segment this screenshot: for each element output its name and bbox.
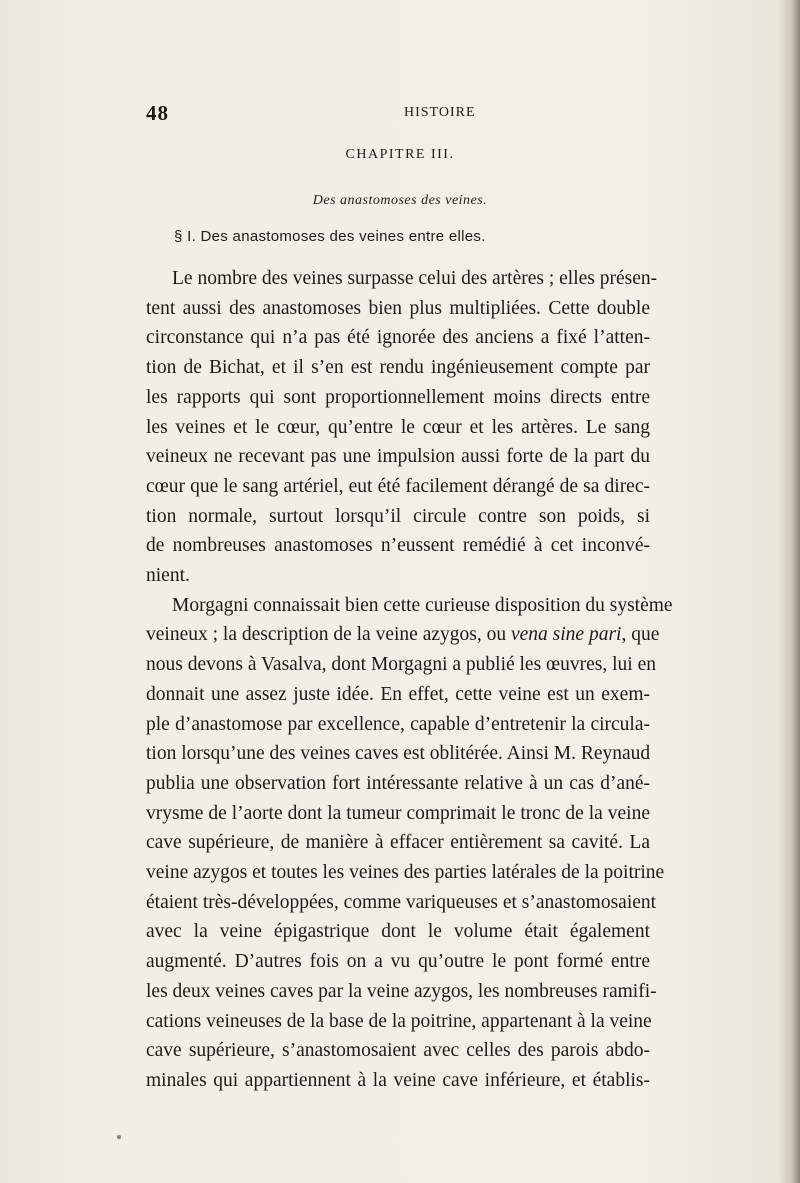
text-line: tion de Bichat, et il s’en est rendu ingénieusement compte par xyxy=(146,357,650,379)
running-title: HISTOIRE xyxy=(404,105,476,120)
page-number: 48 xyxy=(146,101,169,125)
body-text xyxy=(146,264,673,1096)
text-line: les deux veines caves par la veine azygos, les nombreuses ramifi- xyxy=(146,980,657,1002)
text-line: veine azygos et toutes les veines des parties latérales de la poitrine xyxy=(146,862,665,884)
text-line-with-italic xyxy=(146,620,660,650)
paragraph-1 xyxy=(146,264,658,591)
text-line: nient. xyxy=(146,565,190,587)
paper-speck xyxy=(117,1135,121,1139)
text-line: augmenté. D’autres fois on a vu qu’outre le pont formé entre xyxy=(146,951,650,973)
paragraph-2 xyxy=(146,591,673,1096)
text-segment: , que xyxy=(621,624,660,646)
text-line: de nombreuses anastomoses n’eussent remédié à cet inconvé- xyxy=(146,535,650,557)
text-line: avec la veine épigastrique dont le volume était également xyxy=(146,921,650,943)
text-line: cations veineuses de la base de la poitrine, appartenant à la veine xyxy=(146,1010,652,1032)
text-line: Morgagni connaissait bien cette curieuse disposition du système xyxy=(172,594,673,616)
text-line: vrysme de l’aorte dont la tumeur comprimait le tronc de la veine xyxy=(146,802,650,824)
section-heading: § I. Des anastomoses des veines entre elles. xyxy=(174,228,486,245)
text-line: circonstance qui n’a pas été ignorée des anciens a fixé l’atten- xyxy=(146,327,650,349)
italic-latin-phrase: vena sine pari xyxy=(510,624,622,646)
text-line: Le nombre des veines surpasse celui des artères ; elles présen- xyxy=(172,268,658,289)
text-line: ple d’anastomose par excellence, capable d’entretenir la circula- xyxy=(146,713,650,735)
text-line: les rapports qui sont proportionnellement moins directs entre xyxy=(146,386,650,408)
chapter-subtitle: Des anastomoses des veines. xyxy=(312,193,488,208)
text-line: les veines et le cœur, qu’entre le cœur et les artères. Le sang xyxy=(146,416,650,438)
text-line: cœur que le sang artériel, eut été facilement dérangé de sa direc- xyxy=(146,475,650,497)
text-line: nous devons à Vasalva, dont Morgagni a publié les œuvres, lui en xyxy=(146,654,656,676)
running-header xyxy=(146,101,646,125)
text-line: veineux ne recevant pas une impulsion aussi forte de la part du xyxy=(146,446,650,468)
text-line: cave supérieure, de manière à effacer entièrement sa cavité. La xyxy=(146,832,650,854)
text-line: tion normale, surtout lorsqu’il circule contre son poids, si xyxy=(146,505,650,527)
text-line: tent aussi des anastomoses bien plus multipliées. Cette double xyxy=(146,297,650,319)
text-line: donnait une assez juste idée. En effet, cette veine est un exem- xyxy=(146,683,650,705)
text-line: publia une observation fort intéressante relative à un cas d’ané- xyxy=(146,772,650,794)
text-segment: veineux ; la description de la veine azygos, ou xyxy=(146,624,507,646)
text-line: cave supérieure, s’anastomosaient avec celles des parois abdo- xyxy=(146,1040,650,1062)
text-line: étaient très-développées, comme variqueuses et s’anastomosaient xyxy=(146,891,657,913)
page-edge-shadow xyxy=(778,0,800,1183)
text-line: tion lorsqu’une des veines caves est oblitérée. Ainsi M. Reynaud xyxy=(146,743,651,765)
chapter-title: CHAPITRE III. xyxy=(345,147,455,162)
text-line: minales qui appartiennent à la veine cave inférieure, et établis- xyxy=(146,1069,650,1091)
